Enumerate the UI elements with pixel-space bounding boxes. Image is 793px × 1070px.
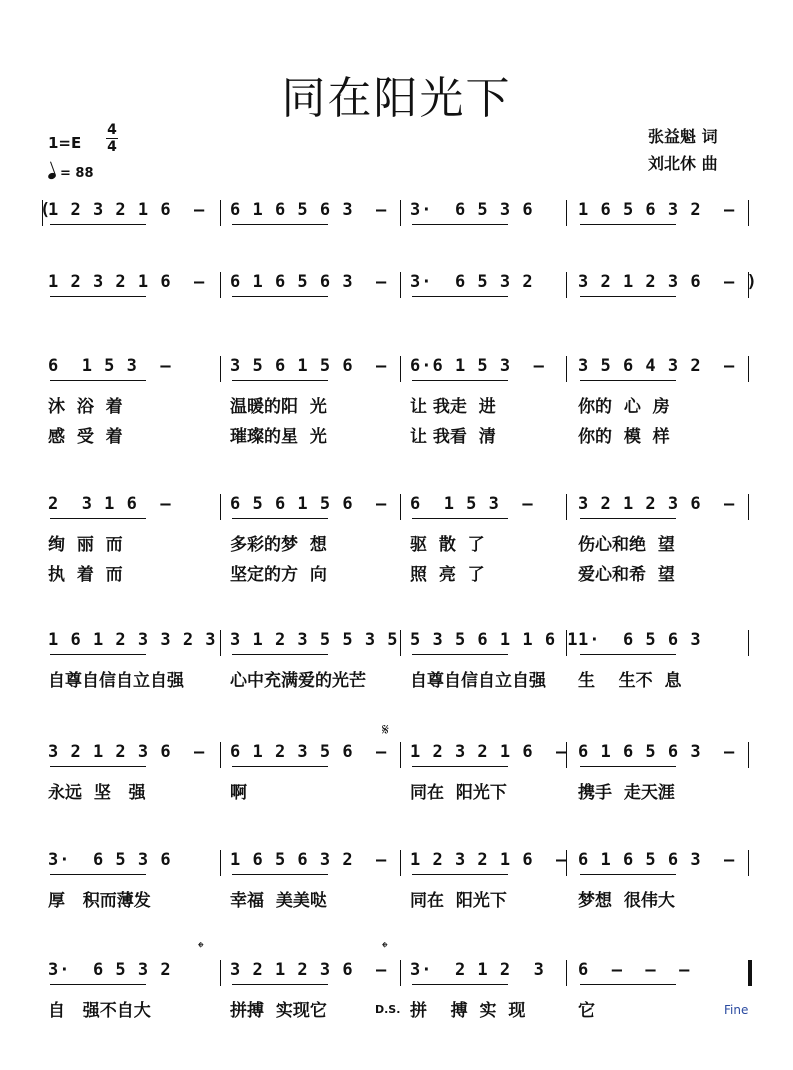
fine-mark: Fine [724, 1003, 749, 1017]
lyric-line-2: 照 亮 了 [410, 565, 485, 585]
measure-notes: 3· 2 1 2 3 [410, 960, 545, 980]
lyric-line-1: 同在 阳光下 [410, 783, 507, 803]
measure-notes: 3 2 1 2 3 6 – ) [578, 272, 758, 292]
beam-underline [580, 224, 676, 225]
barline [566, 356, 567, 382]
lyric-line-1: 同在 阳光下 [410, 891, 507, 911]
lyric-line-1: 永远 坚 强 [48, 783, 146, 803]
meter-top: 4 [107, 122, 117, 138]
measure-notes: 6 1 2 3 5 6 – [230, 742, 388, 762]
measure-notes: 6 1 6 5 6 3 – [578, 850, 736, 870]
lyric-line-1: 绚 丽 而 [48, 535, 123, 555]
barline [220, 742, 221, 768]
measure-notes: 6 1 6 5 6 3 – [230, 200, 388, 220]
beam-underline [50, 296, 146, 297]
barline [400, 272, 401, 298]
beam-underline [580, 518, 676, 519]
barline [220, 960, 221, 986]
segno-mark: 𝄋 [382, 720, 389, 739]
lyric-line-2: 你的 模 样 [578, 427, 670, 447]
measure-notes: 6 1 5 3 – [48, 356, 172, 376]
lyricist-credit: 张益魁 词 [648, 127, 718, 146]
beam-underline [412, 766, 508, 767]
lyric-line-2: 感 受 着 [48, 427, 123, 447]
beam-underline [50, 766, 146, 767]
barline [220, 272, 221, 298]
measure-notes: 2 3 1 6 – [48, 494, 172, 514]
lyric-line-2: 让 我看 清 [410, 427, 496, 447]
lyric-line-2: 执 着 而 [48, 565, 123, 585]
beam-underline [580, 874, 676, 875]
beam-underline [412, 874, 508, 875]
barline [566, 742, 567, 768]
barline-start [42, 200, 43, 226]
measure-notes: 3 2 1 2 3 6 – [230, 960, 388, 980]
lyric-line-1: 自 强不自大 [48, 1001, 151, 1021]
beam-underline [50, 380, 146, 381]
lyric-line-1: 拼 搏 实 现 [410, 1001, 526, 1021]
barline [566, 630, 567, 656]
meter-bottom: 4 [107, 139, 117, 155]
measure-notes: 1 2 3 2 1 6 – [48, 272, 206, 292]
barline [566, 850, 567, 876]
tempo-marking [48, 166, 94, 181]
beam-underline [412, 654, 508, 655]
measure-notes: 6 – – – [578, 960, 691, 980]
beam-underline [232, 874, 328, 875]
beam-underline [580, 654, 676, 655]
beam-underline [50, 654, 146, 655]
measure-notes: 3 2 1 2 3 6 – [48, 742, 206, 762]
beam-underline [232, 296, 328, 297]
measure-notes: 3· 6 5 3 6 [410, 200, 534, 220]
barline [400, 494, 401, 520]
beam-underline [412, 296, 508, 297]
beam-underline [412, 518, 508, 519]
barline [220, 850, 221, 876]
lyric-line-1: 你的 心 房 [578, 397, 670, 417]
measure-notes: 6 1 6 5 6 3 – [578, 742, 736, 762]
key-signature: 1=E [48, 134, 82, 152]
measure-notes: 3· 6 5 3 6 [48, 850, 172, 870]
lyric-line-1: 沐 浴 着 [48, 397, 123, 417]
time-signature [104, 122, 120, 155]
barline [400, 630, 401, 656]
lyric-line-1: 携手 走天涯 [578, 783, 675, 803]
lyric-line-1: 自尊自信自立自强 [48, 671, 184, 691]
barline [566, 200, 567, 226]
lyric-line-1: 多彩的梦 想 [230, 535, 327, 555]
measure-notes: 3 1 2 3 5 5 3 5 [230, 630, 399, 650]
lyric-line-1: 啊 [230, 783, 247, 803]
lyric-line-1: 驱 散 了 [410, 535, 485, 555]
measure-notes: 1 6 5 6 3 2 – [230, 850, 388, 870]
measure-notes: 1 2 3 2 1 6 – [410, 742, 568, 762]
beam-underline [580, 380, 676, 381]
measure-notes: 6 1 5 3 – [410, 494, 534, 514]
beam-underline [50, 224, 146, 225]
beam-underline [412, 380, 508, 381]
beam-underline [412, 984, 508, 985]
beam-underline [232, 518, 328, 519]
measure-notes: 3· 6 5 3 2 [410, 272, 534, 292]
barline [566, 272, 567, 298]
measure-notes: 1· 6 5 6 3 [578, 630, 702, 650]
barline [748, 742, 749, 768]
lyric-line-1: 让 我走 进 [410, 397, 496, 417]
song-title: 同在阳光下 [281, 73, 512, 124]
beam-underline [580, 296, 676, 297]
measure-notes: 6 5 6 1 5 6 – [230, 494, 388, 514]
lyric-line-1: 自尊自信自立自强 [410, 671, 546, 691]
measure-notes: 1 2 3 2 1 6 – [48, 200, 206, 220]
barline [400, 200, 401, 226]
beam-underline [580, 766, 676, 767]
beam-underline [232, 380, 328, 381]
lyric-line-1: 生 生不 息 [578, 671, 682, 691]
beam-underline [50, 984, 146, 985]
coda-mark-1: 𝄌 [198, 938, 204, 957]
coda-mark-2: 𝄌 [382, 938, 388, 957]
measure-notes: 6 1 6 5 6 3 – [230, 272, 388, 292]
measure-notes: 1 6 1 2 3 3 2 3 [48, 630, 217, 650]
lyric-line-1: 梦想 很伟大 [578, 891, 675, 911]
beam-underline [232, 654, 328, 655]
measure-notes: 6·6 1 5 3 – [410, 356, 545, 376]
lyric-line-2: 坚定的方 向 [230, 565, 327, 585]
barline [748, 630, 749, 656]
measure-notes: 3 5 6 1 5 6 – [230, 356, 388, 376]
barline [566, 494, 567, 520]
barline [400, 356, 401, 382]
tempo-value: = 88 [60, 166, 94, 181]
lyric-line-1: 心中充满爱的光芒 [230, 671, 366, 691]
measure-notes: 3 2 1 2 3 6 – [578, 494, 736, 514]
barline [748, 356, 749, 382]
composer-credit: 刘北休 曲 [648, 154, 718, 173]
beam-underline [232, 984, 328, 985]
measure-notes: 1 2 3 2 1 6 – [410, 850, 568, 870]
beam-underline [412, 224, 508, 225]
barline [566, 960, 567, 986]
barline [748, 272, 749, 298]
beam-underline [580, 984, 676, 985]
lyric-line-1: 伤心和绝 望 [578, 535, 675, 555]
quarter-note-icon [47, 172, 57, 180]
barline [400, 960, 401, 986]
barline [748, 850, 749, 876]
barline [748, 494, 749, 520]
measure-notes: 1 6 5 6 3 2 – [578, 200, 736, 220]
lyric-line-2: 爱心和希 望 [578, 565, 675, 585]
lyric-line-1: 它 [578, 1001, 595, 1021]
lyric-line-1: 拼搏 实现它 [230, 1001, 327, 1021]
beam-underline [232, 224, 328, 225]
measure-notes: 3 5 6 4 3 2 – [578, 356, 736, 376]
barline [400, 850, 401, 876]
barline [220, 356, 221, 382]
barline [220, 200, 221, 226]
lyric-line-1: 温暖的阳 光 [230, 397, 327, 417]
lyric-line-2: 璀璨的星 光 [230, 427, 327, 447]
barline [748, 200, 749, 226]
beam-underline [232, 766, 328, 767]
beam-underline [50, 518, 146, 519]
measure-notes: 3· 6 5 3 2 [48, 960, 172, 980]
repeat-open-paren: ( [40, 200, 52, 220]
measure-notes: 5 3 5 6 1 1 6 1 [410, 630, 579, 650]
lyric-line-1: 幸福 美美哒 [230, 891, 327, 911]
lyric-line-1: 厚 积而薄发 [48, 891, 151, 911]
barline [220, 630, 221, 656]
ds-mark: D.S. [375, 1003, 401, 1016]
barline [748, 960, 752, 986]
barline [220, 494, 221, 520]
barline [400, 742, 401, 768]
beam-underline [50, 874, 146, 875]
